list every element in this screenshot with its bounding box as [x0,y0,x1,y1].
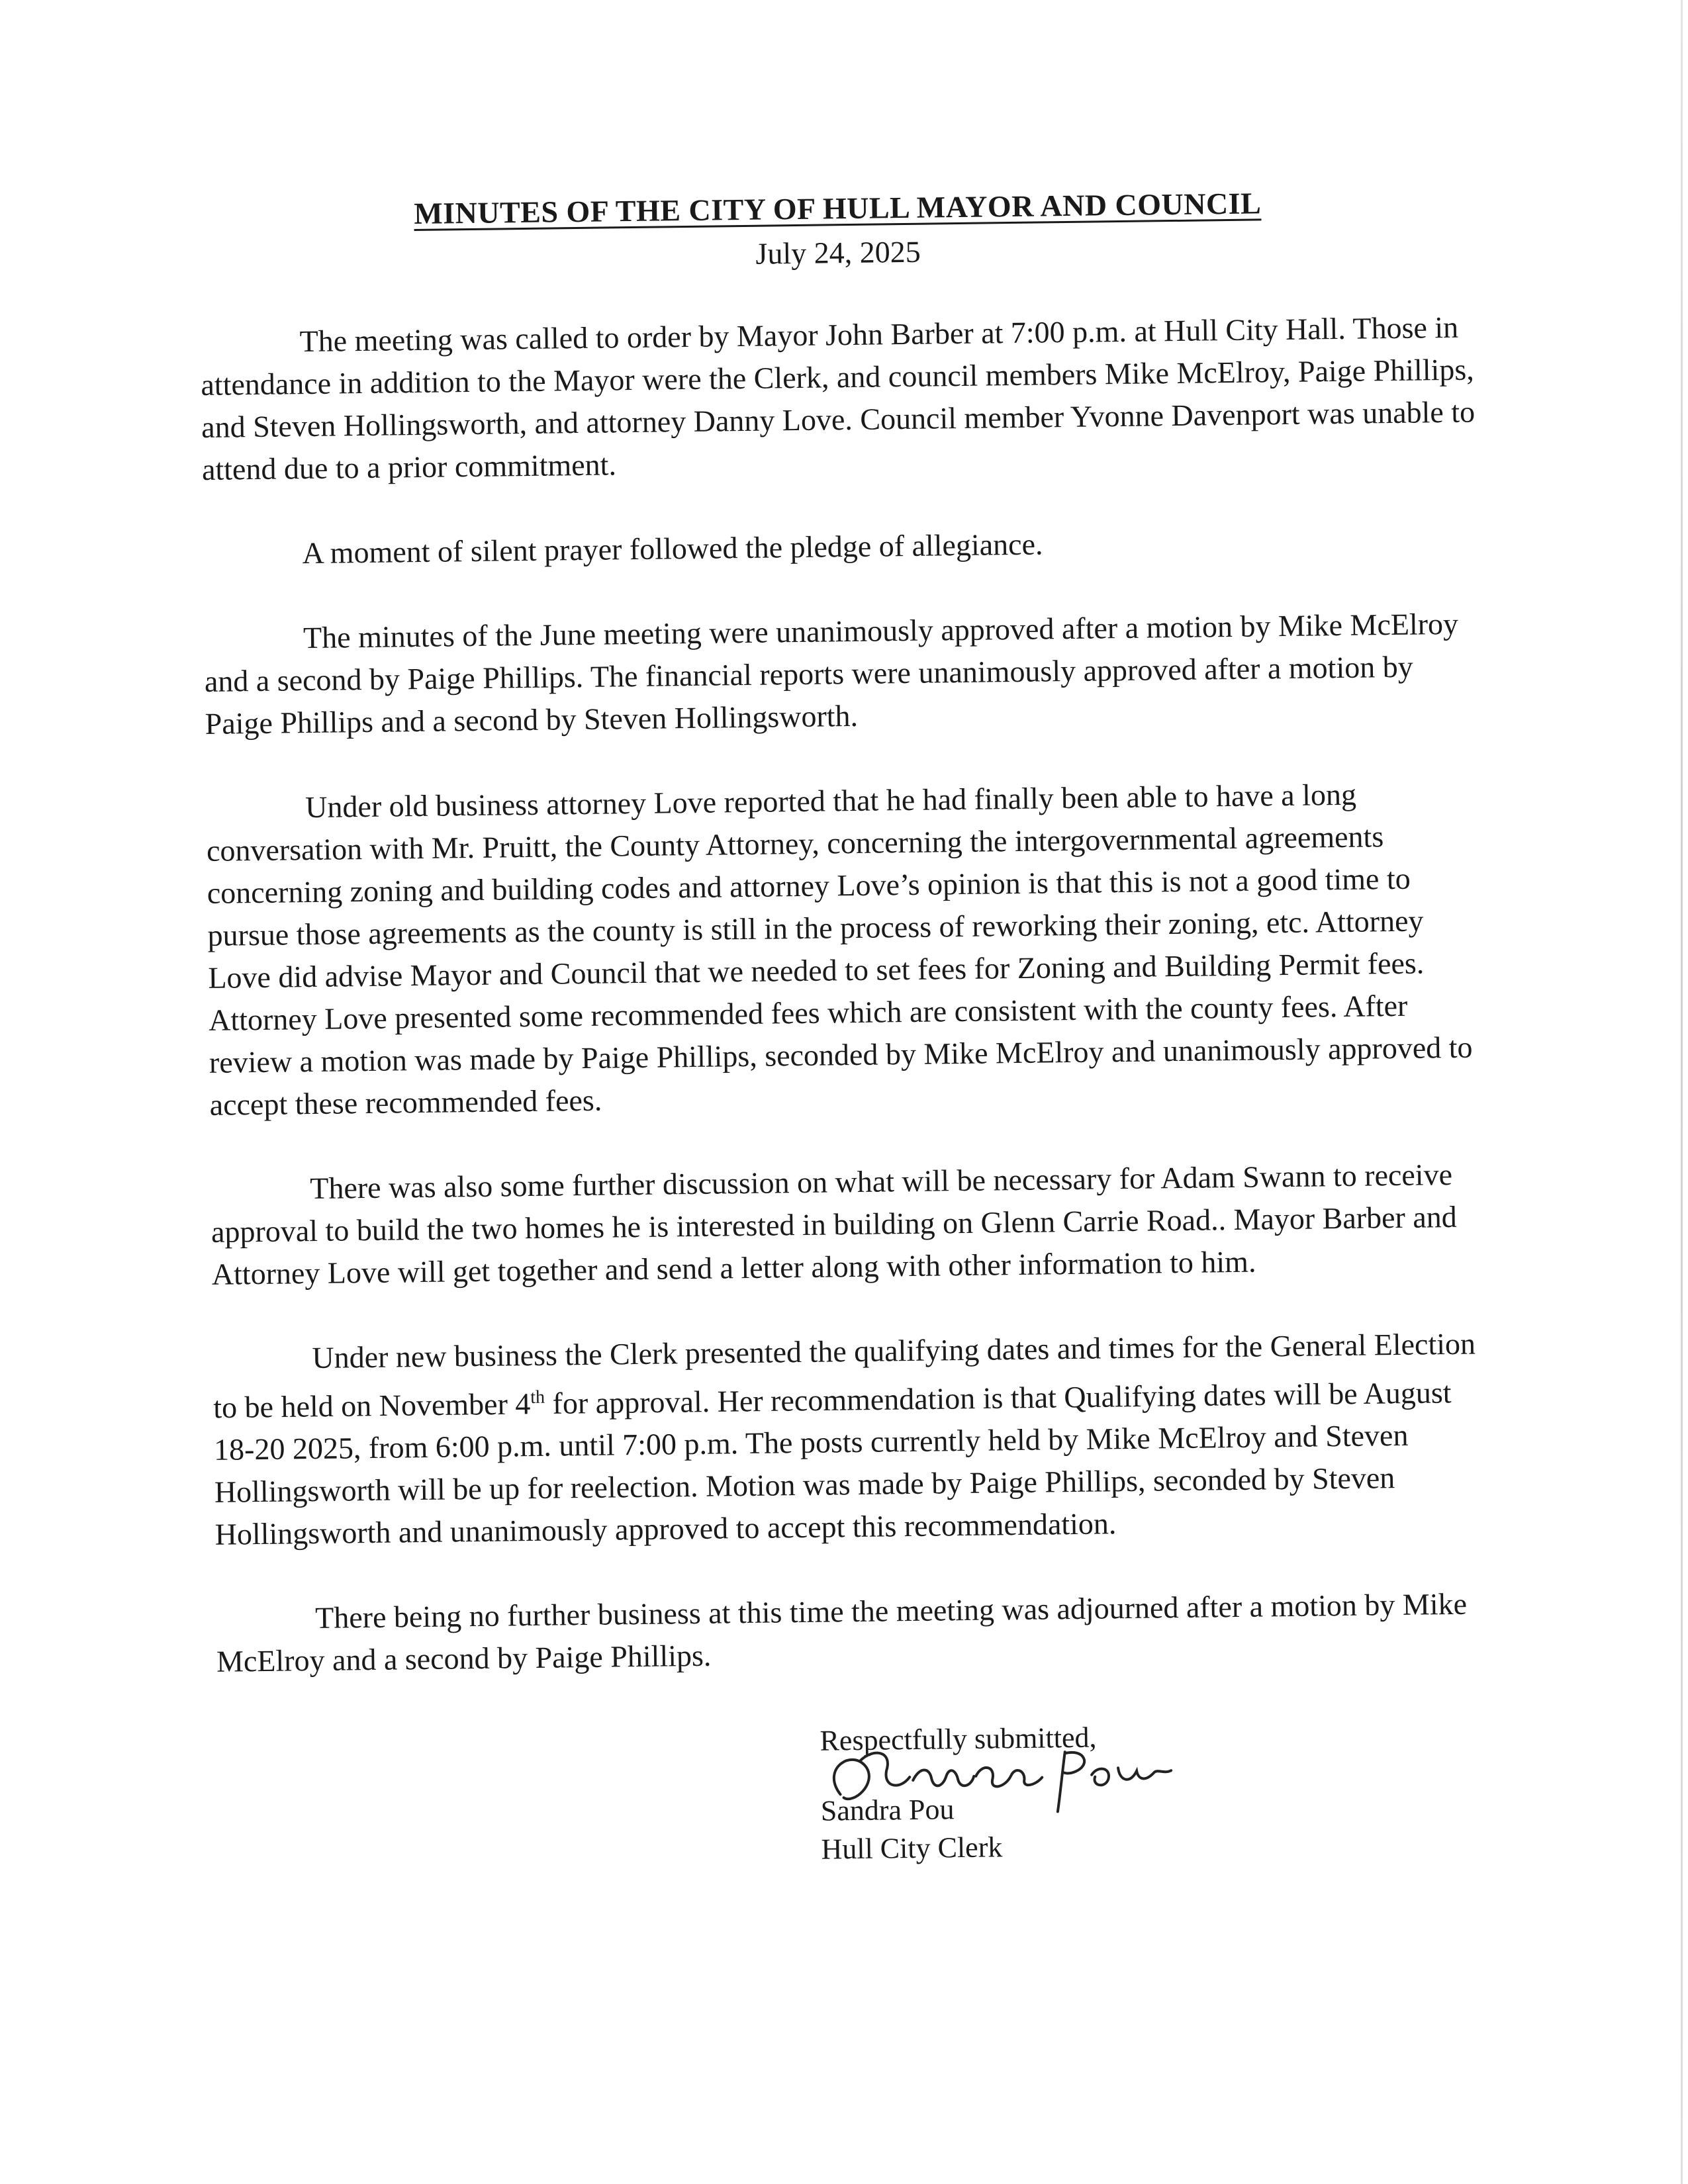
signature-closing: Respectfully submitted, [820,1721,1097,1758]
paragraph-further-discussion: There was also some further discussion on what will be necessary for Adam Swann to receive approval to build the two homes he is interested in building on Glenn Carrie Road.. Mayor Barber and Attorney Love will get together and send a letter along with other information to him. [211,1157,1458,1291]
scan-edge-line [1681,0,1683,2184]
meeting-date: July 24, 2025 [755,234,921,271]
signature-name: Sandra Pou [820,1793,955,1828]
minutes-document [199,183,1497,1876]
handwritten-signature [814,1737,1185,1821]
paragraph-call-to-order: The meeting was called to order by Mayor John Barber at 7:00 p.m. at Hull City Hall. Those in attendance in addition to the Mayor were the Clerk, and council members Mike McElroy, Paige Phillips, and Steven Hollingsworth, and attorney Danny Love. Council member Yvonne Davenport was unable to attend due to a prior commitment. [201,310,1476,486]
paragraph-new-business: Under new business the Clerk presented the qualifying dates and times for the General Election to be held on November 4th for approval. Her recommendation is that Qualifying dates will be August 18-20 2025, from 6:00 p.m. until 7:00 p.m. The posts currently held by Mike McElroy and Steven Hollingsworth will be up for reelection. Motion was made by Paige Phillips, seconded by Steven Hollingsworth and unanimously approved to accept this recommendation. [213,1326,1476,1552]
paragraph-old-business: Under old business attorney Love reported that he had finally been able to have a long conversation with Mr. Pruitt, the County Attorney, concerning the intergovernmental agreements concerning zoning and building codes and attorney Love’s opinion is that this is not a good time to pursue those agreements as the county is still in the process of reworking their zoning, etc. Attorney Love did advise Mayor and Council that we needed to set fees for Zoning and Building Permit fees. Attorney Love presented some recommended fees which are consistent with the county fees. After review a motion was made by Paige Phillips, seconded by Mike McElroy and unanimously approved to accept these recommended fees. [206,777,1473,1122]
signature-block [820,1714,1497,1869]
signature-role: Hull City Clerk [821,1831,1003,1866]
document-title: MINUTES OF THE CITY OF HULL MAYOR AND COUNCIL [413,186,1262,231]
paragraph-adjournment: There being no further business at this time the meeting was adjourned after a motion by Mike McElroy and a second by Paige Phillips. [216,1587,1468,1679]
paragraph-minutes-approval: The minutes of the June meeting were unanimously approved after a motion by Mike McElroy and a second by Paige Phillips. The financial reports were unanimously approved after a motion by Paige Phillips and a second by Steven Hollingsworth. [204,606,1459,741]
paragraph-prayer: A moment of silent prayer followed the pledge of allegiance. [302,527,1043,570]
